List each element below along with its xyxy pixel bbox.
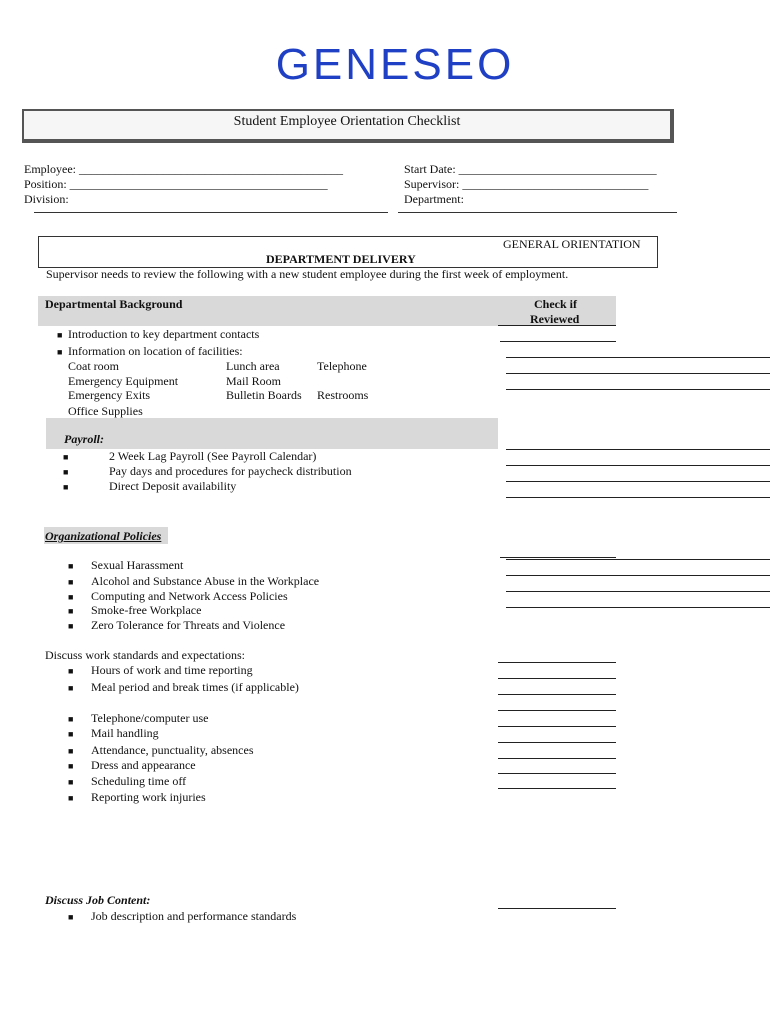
- check-line[interactable]: [498, 710, 616, 711]
- bullet-icon: ■: [68, 746, 74, 756]
- employee-field[interactable]: Employee: ____________________________________________: [24, 162, 343, 176]
- list-item: Sexual Harassment: [91, 558, 184, 572]
- bullet-icon: ■: [63, 467, 69, 477]
- check-line[interactable]: [500, 341, 616, 342]
- check-line[interactable]: [498, 908, 616, 909]
- facility-item: Restrooms: [317, 388, 369, 402]
- page-title: Student Employee Orientation Checklist: [233, 114, 461, 129]
- payroll-heading: Payroll:: [64, 432, 104, 446]
- check-line[interactable]: [498, 773, 616, 774]
- check-line[interactable]: [506, 373, 770, 374]
- check-line[interactable]: [498, 788, 616, 789]
- bullet-icon: ■: [57, 347, 63, 357]
- work-standards-heading: Discuss work standards and expectations:: [45, 648, 245, 662]
- department-delivery-label: DEPARTMENT DELIVERY: [266, 252, 416, 266]
- list-item: Smoke-free Workplace: [91, 603, 202, 617]
- facility-item: Emergency Equipment: [68, 374, 179, 388]
- bullet-icon: ■: [68, 793, 74, 803]
- check-line[interactable]: [506, 449, 770, 450]
- bullet-icon: ■: [68, 592, 74, 602]
- bullet-icon: ■: [68, 577, 74, 587]
- list-item: Direct Deposit availability: [109, 479, 237, 493]
- list-item: 2 Week Lag Payroll (See Payroll Calendar): [109, 449, 317, 463]
- division-line: [34, 212, 388, 213]
- division-field[interactable]: Division:: [24, 192, 69, 206]
- bullet-icon: ■: [68, 621, 74, 631]
- bullet-icon: ■: [68, 714, 74, 724]
- position-field[interactable]: Position: ___________________________________________: [24, 177, 328, 191]
- bullet-icon: ■: [68, 777, 74, 787]
- bullet-icon: ■: [57, 330, 63, 340]
- department-line: [398, 212, 677, 213]
- supervisor-field[interactable]: Supervisor: _______________________________: [404, 177, 649, 191]
- general-orientation-label: GENERAL ORIENTATION: [503, 237, 641, 251]
- list-item: Telephone/computer use: [91, 711, 209, 725]
- check-line[interactable]: [498, 678, 616, 679]
- list-item: Computing and Network Access Policies: [91, 589, 288, 603]
- list-item: Alcohol and Substance Abuse in the Workplace: [91, 574, 320, 588]
- list-item: Dress and appearance: [91, 758, 196, 772]
- departmental-background-heading: Departmental Background: [45, 297, 183, 311]
- check-line[interactable]: [498, 694, 616, 695]
- org-policies-heading: Organizational Policies: [45, 529, 162, 543]
- check-if-label: Check if: [534, 297, 577, 311]
- facility-item: Bulletin Boards: [226, 388, 302, 402]
- geneseo-logo: GENESEO: [275, 40, 515, 89]
- check-line[interactable]: [506, 591, 770, 592]
- facility-item: Emergency Exits: [68, 388, 151, 402]
- bullet-icon: ■: [68, 606, 74, 616]
- check-line[interactable]: [506, 357, 770, 358]
- check-line[interactable]: [500, 557, 616, 558]
- start-date-field[interactable]: Start Date: _________________________________: [404, 162, 657, 176]
- list-item: Pay days and procedures for paycheck distribution: [109, 464, 352, 478]
- facility-item: Mail Room: [226, 374, 282, 388]
- job-content-heading: Discuss Job Content:: [45, 893, 151, 907]
- check-line[interactable]: [506, 559, 770, 560]
- bullet-icon: ■: [68, 666, 74, 676]
- list-item: Information on location of facilities:: [68, 344, 243, 358]
- check-line[interactable]: [506, 497, 770, 498]
- list-item: Mail handling: [91, 726, 159, 740]
- check-line[interactable]: [506, 481, 770, 482]
- bullet-icon: ■: [68, 729, 74, 739]
- title-box: [22, 109, 674, 143]
- bullet-icon: ■: [68, 912, 74, 922]
- check-line[interactable]: [506, 389, 770, 390]
- list-item: Meal period and break times (if applicable): [91, 680, 299, 694]
- check-header-line: [498, 325, 616, 326]
- facility-item: Lunch area: [226, 359, 280, 373]
- payroll-header-bar: [46, 418, 498, 449]
- list-item: Attendance, punctuality, absences: [91, 743, 254, 757]
- bullet-icon: ■: [63, 482, 69, 492]
- reviewed-label: Reviewed: [530, 312, 580, 326]
- list-item: Scheduling time off: [91, 774, 187, 788]
- facility-item: Office Supplies: [68, 404, 143, 418]
- check-line[interactable]: [506, 607, 770, 608]
- bullet-icon: ■: [68, 561, 74, 571]
- list-item: Zero Tolerance for Threats and Violence: [91, 618, 286, 632]
- check-line[interactable]: [498, 662, 616, 663]
- check-line[interactable]: [498, 758, 616, 759]
- list-item: Hours of work and time reporting: [91, 663, 253, 677]
- list-item: Introduction to key department contacts: [68, 327, 260, 341]
- check-line[interactable]: [506, 465, 770, 466]
- list-item: Job description and performance standards: [91, 909, 297, 923]
- bullet-icon: ■: [63, 452, 69, 462]
- check-line[interactable]: [506, 575, 770, 576]
- check-line[interactable]: [498, 742, 616, 743]
- facility-item: Coat room: [68, 359, 119, 373]
- facility-item: Telephone: [317, 359, 367, 373]
- check-line[interactable]: [498, 726, 616, 727]
- intro-text: Supervisor needs to review the following with a new student employee during the first week of employment.: [46, 267, 569, 281]
- department-field[interactable]: Department:: [404, 192, 464, 206]
- bullet-icon: ■: [68, 683, 74, 693]
- bullet-icon: ■: [68, 761, 74, 771]
- list-item: Reporting work injuries: [91, 790, 206, 804]
